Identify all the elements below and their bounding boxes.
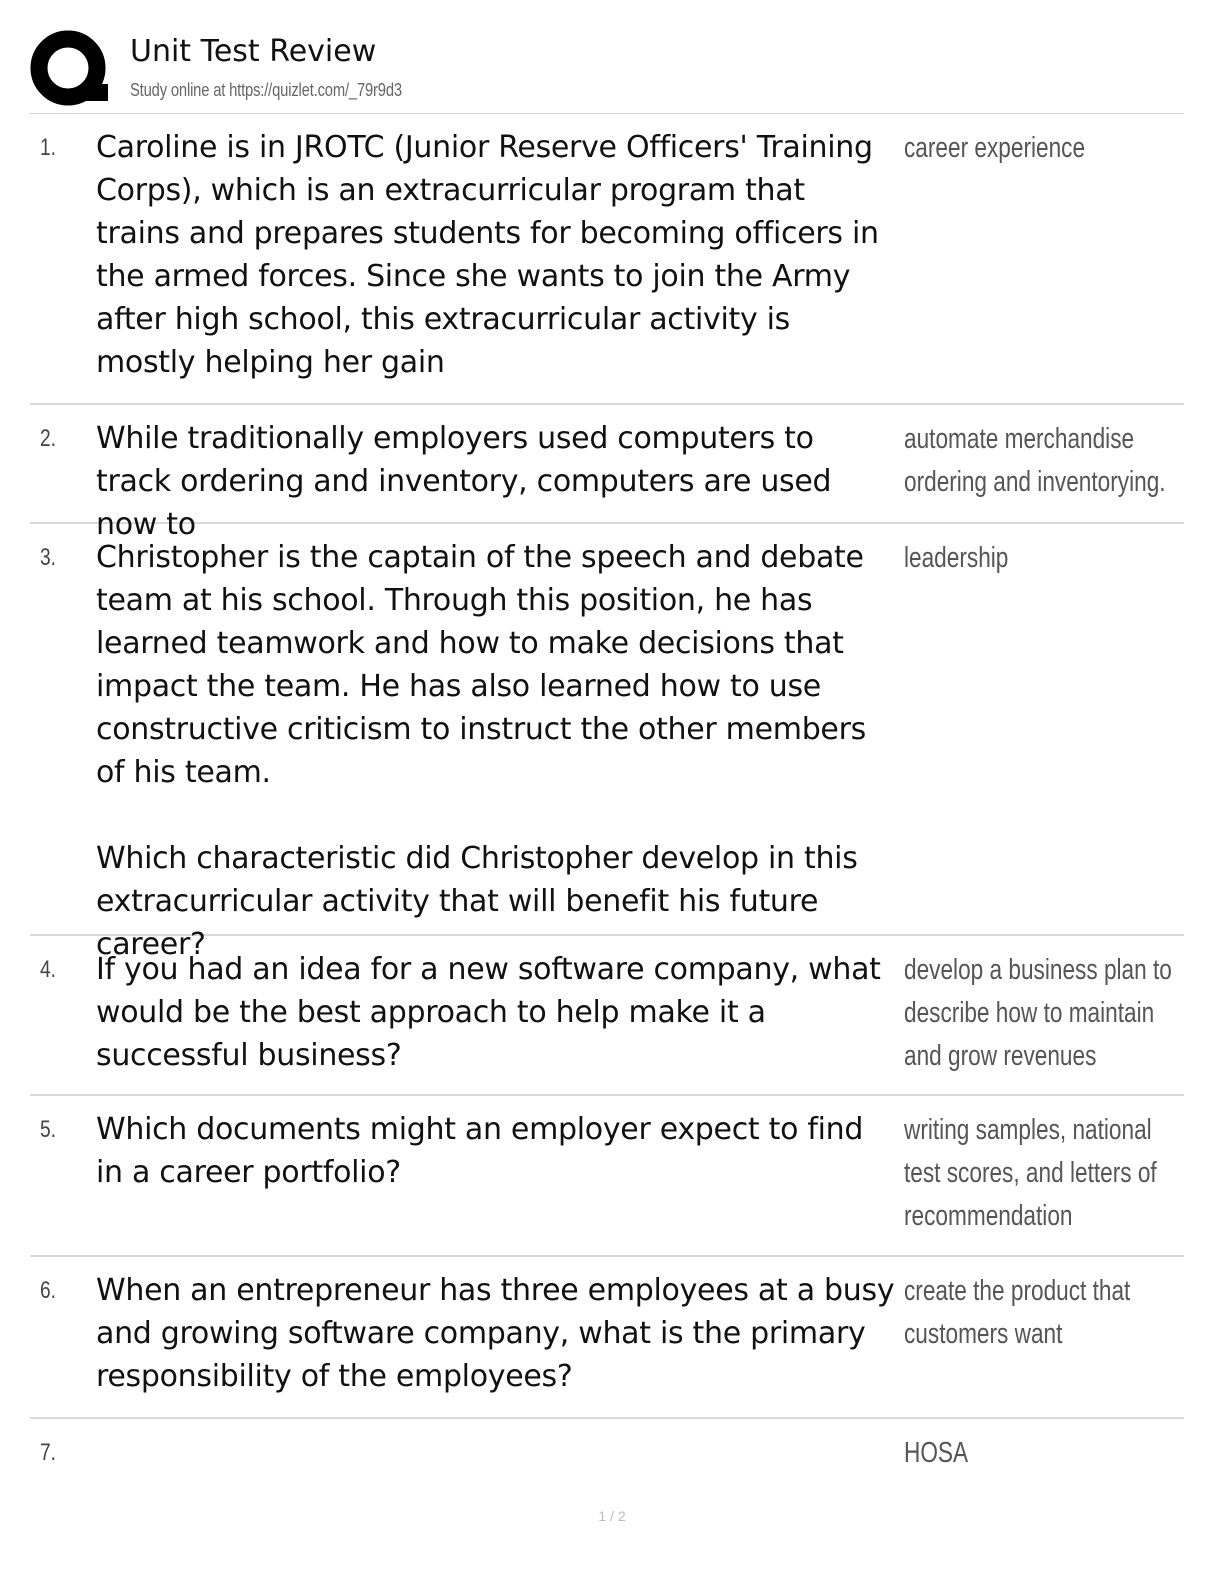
card-number: 3. [40,544,57,571]
card-answer: writing samples, national test scores, and letters of recommendation [904,1114,1157,1232]
flashcard-row [30,524,1184,962]
flashcard-row [30,1096,1184,1257]
card-question: Caroline is in JROTC (Junior Reserve Officers' Training Corps), which is an extracurricular program that trains and prepares students for becoming officers in the armed forces. Since she wants to join the Army after high school, this extracurricular activity is mostly helping her gain [96,130,879,380]
card-answer: career experience [904,132,1086,164]
card-number: 7. [40,1439,57,1466]
page-title: Unit Test Review [130,34,377,69]
card-answer: automate merchandise ordering and inventorying. [904,423,1166,498]
card-number: 2. [40,425,57,452]
page-header [30,28,1184,114]
card-question: If you had an idea for a new software company, what would be the best approach to help make it a successful business? [96,952,881,1073]
card-answer: leadership [904,542,1009,574]
card-number: 4. [40,956,57,983]
flashcard-row [30,1419,1184,1489]
card-question: Christopher is the captain of the speech and debate team at his school. Through this position, he has learned teamwork and how to make decisions that impact the team. He has also learned how to use constructive criticism to instruct the other members of his team. Which characteristic did Christopher develop in this extracurricular activity that will benefit his future career? [96,540,866,962]
quizlet-q-logo-icon[interactable] [30,30,110,110]
card-number: 6. [40,1277,57,1304]
card-answer: create the product that customers want [904,1275,1131,1350]
flashcard-row [30,936,1184,1096]
page-indicator: 1 / 2 [598,1508,626,1524]
card-question: While traditionally employers used computers to track ordering and inventory, computers are used now to [96,421,832,542]
card-question: When an entrepreneur has three employees at a busy and growing software company, what is the primary responsibility of the employees? [96,1273,895,1394]
card-number: 5. [40,1116,57,1143]
card-answer: develop a business plan to describe how to maintain and grow revenues [904,954,1172,1072]
card-number: 1. [40,134,57,161]
card-question: Which documents might an employer expect to find in a career portfolio? [96,1112,864,1190]
flashcard-row [30,405,1184,542]
flashcard-row [30,114,1184,405]
card-answer: HOSA [904,1437,969,1469]
study-online-link[interactable]: Study online at https://quizlet.com/_79r9d3 [130,80,402,100]
flashcard-row [30,1257,1184,1419]
